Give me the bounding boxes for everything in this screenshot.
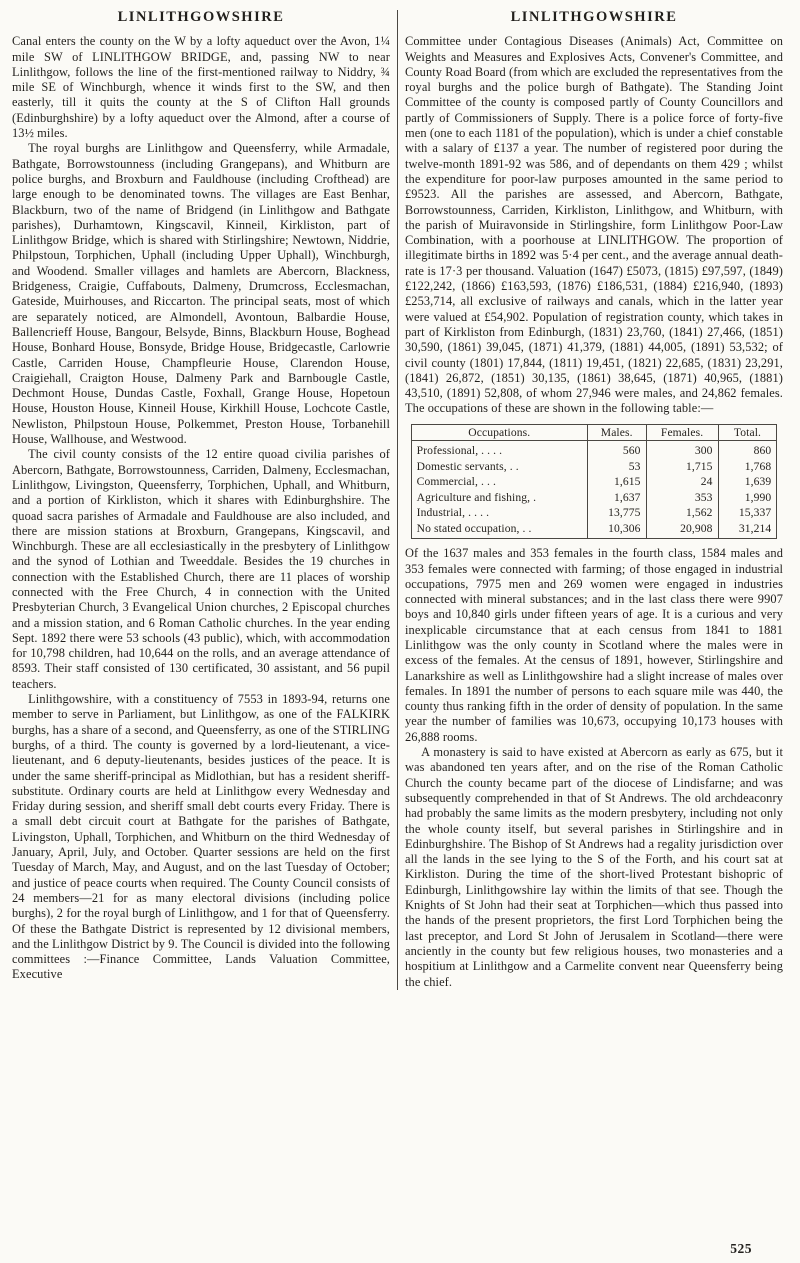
occupation-label: Commercial, . . .: [411, 474, 587, 490]
table-row: [411, 490, 777, 506]
table-row: [411, 505, 777, 521]
females-value: 1,562: [646, 505, 718, 521]
males-value: 560: [587, 441, 646, 459]
males-value: 53: [587, 459, 646, 475]
page-number: 525: [730, 1241, 752, 1256]
table-header-total: Total.: [718, 424, 777, 441]
table-header-females: Females.: [646, 424, 718, 441]
females-value: 353: [646, 490, 718, 506]
left-column: [12, 10, 397, 990]
left-column-header: LINLITHGOWSHIRE: [117, 9, 285, 25]
occupation-label: Domestic servants, . .: [411, 459, 587, 475]
males-value: 1,637: [587, 490, 646, 506]
table-row: [411, 459, 777, 475]
table-header-males: Males.: [587, 424, 646, 441]
females-value: 24: [646, 474, 718, 490]
paragraph-census-analysis: Of the 1637 males and 353 females in the fourth class, 1584 males and 353 females were connected with farming; of those engaged in industrial occupations, 7975 men and 269 women were engaged in industries connected with mineral substances; and in the last class there were 9907 boys and 10,840 girls under fifteen years of age. It is a curious and very inexplicable circumstance that at each census from 1841 to 1881 Linlithgow was the only county in Scotland where the males were in excess of the females. At the census of 1891, however, Stirlingshire and Lanarkshire as well as Linlithgowshire had a slight increase of males over females. In 1891 the number of persons to each square mile was 440, the county thus ranking fifth in the order of density of population. In the same year the number of families was 10,673, occupying 10,173 houses with 26,888 rooms.: [405, 546, 783, 744]
paragraph-committees-valuation: Committee under Contagious Diseases (Animals) Act, Committee on Weights and Measures and Explosives Acts, Convener's Committee, and County Road Board (from which are excluded the representatives from the royal burghs and the police burgh of Bathgate). The Standing Joint Committee of the county is composed partly of County Councillors and partly of Commissioners of Supply. There is a police force of forty-five men (one to each 1181 of the population), which is under a chief constable with a salary of £137 a year. The number of registered poor during the twelve-month 1891-92 was 586, and of dependants on them 429 ; whilst the expenditure for poor-law purposes amounted in the same period to £9523. All the parishes are assessed, and Abercorn, Bathgate, Borrowstounness, Carriden, Kirkliston, Linlithgow, and Whitburn, with the parish of Muiravonside in Stirlingshire, form Linlithgow Poor-Law Combination, with a poorhouse at LINLITHGOW. The proportion of illegitimate births in 1892 was 5·4 per cent., and the average annual death-rate is 17·3 per thousand. Valuation (1647) £5073, (1815) £97,597, (1849) £122,242, (1866) £163,593, (1876) £186,531, (1884) £216,940, (1893) £253,714, all exclusive of railways and canals, which in the latter year were valued at £54,902. Population of registration county, which takes in part of Kirkliston from Edinburgh, (1831) 23,760, (1841) 27,466, (1851) 30,590, (1861) 39,045, (1871) 41,379, (1881) 44,005, (1891) 53,532; of civil county (1801) 17,844, (1811) 19,451, (1821) 22,685, (1831) 23,291, (1841) 26,872, (1851) 30,135, (1861) 38,645, (1871) 40,965, (1881) 43,510, (1891) 52,808, of whom 27,946 were males, and 24,862 females. The occupations of these are shown in the following table:—: [405, 34, 784, 416]
two-column-layout: [12, 10, 788, 990]
table-row: [411, 474, 777, 490]
total-value: 1,990: [718, 490, 777, 506]
total-value: 1,768: [718, 459, 777, 475]
occupation-label: No stated occupation, . .: [411, 521, 587, 539]
paragraph-parliament-courts: Linlithgowshire, with a constituency of 7553 in 1893-94, returns one member to serve in Parliament, but Linlithgow, as one of the FALKIRK burghs, has a share of a second, and Queensferry, as one of the STIRLING burghs, of a third. The county is governed by a lord-lieutenant, a vice-lieutenant, and 6 deputy-lieutenants, besides justices of the peace. It is under the same sheriff-principal as Midlothian, but has a resident sheriff-substitute. Ordinary courts are held at Linlithgow every Wednesday and Friday during session, and sheriff small debt courts every Friday. There is a small debt circuit court at Bathgate for the parishes of Bathgate, Livingston, Uphall, Torphichen, and Whitburn on the third Wednesday of January, April, July, and October. Quarter sessions are held on the first Tuesday of March, May, and August, and on the last Tuesday of October; and justice of peace courts when required. The County Council consists of 24 members—21 for as many electoral divisions (including police burghs), 2 for the royal burgh of Linlithgow, and 1 for that of Queensferry. Of these the Bathgate District is represented by 12 divisional members, and the Linlithgow District by 9. The Council is divided into the following committees :—Finance Committee, Lands Valuation Committee, Executive: [12, 692, 390, 982]
males-value: 10,306: [587, 521, 646, 539]
occupation-label: Agriculture and fishing, .: [411, 490, 587, 506]
table-header-row: [411, 424, 777, 441]
total-value: 860: [718, 441, 777, 459]
occupations-table: [411, 424, 778, 540]
table-row: [411, 441, 777, 459]
table-row: [411, 521, 777, 539]
right-column-header: LINLITHGOWSHIRE: [510, 9, 678, 25]
paragraph-canal: Canal enters the county on the W by a lofty aqueduct over the Avon, 1¼ mile SW of LINLITHGOW BRIDGE, and, passing NW to near Linlithgow, follows the line of the first-mentioned railway to Niddry, ¾ mile SE of Winchburgh, whence it winds first to the SW, and then easterly, till it quits the county at the S of Clifton Hall grounds (Edinburghshire) by a lofty aqueduct over the Almond, after a course of 13½ miles.: [12, 34, 390, 141]
paragraph-civil-county: The civil county consists of the 12 entire quoad civilia parishes of Abercorn, Bathgate, Borrowstounness, Carriden, Dalmeny, Ecclesmachan, Linlithgow, Livingston, Queensferry, Torphichen, Uphall, and Whitburn, and a portion of Kirkliston, which it shares with Edinburghshire. The quoad sacra parishes of Armadale and Fauldhouse are also included, and there are mission stations at Broxburn, Grangepans, Kingscavil, and Winchburgh. These are all ecclesiastically in the presbytery of Linlithgow and the synod of Lothian and Tweeddale. Besides the 19 churches in connection with the Established Church, there are 11 places of worship connected with the Free Church, 4 in connection with the United Presbyterian Church, 3 Evangelical Union churches, 2 Episcopal churches and a mission station, and 6 Roman Catholic churches. In the year ending Sept. 1892 there were 53 schools (43 public), which, with accommodation for 10,798 children, had 10,644 on the rolls, and an average attendance of 8593. Their staff consisted of 130 certificated, 30 assistant, and 56 pupil teachers.: [12, 447, 390, 691]
occupation-label: Industrial, . . . .: [411, 505, 587, 521]
right-column: [398, 10, 783, 990]
total-value: 1,639: [718, 474, 777, 490]
males-value: 13,775: [587, 505, 646, 521]
occupation-label: Professional, . . . .: [411, 441, 587, 459]
females-value: 1,715: [646, 459, 718, 475]
total-value: 31,214: [718, 521, 777, 539]
table-header-occupations: Occupations.: [411, 424, 587, 441]
total-value: 15,337: [718, 505, 777, 521]
paragraph-monastery-history: A monastery is said to have existed at Abercorn as early as 675, but it was abandoned ten years after, and on the rise of the Roman Catholic Church the county became part of the diocese of Lindisfarne; and was subsequently comprehended in that of St Andrews. The old archdeaconry had probably the same limits as the modern presbytery, including not only the whole county itself, but several parishes in Stirlingshire and in Edinburghshire. The Bishop of St Andrews had a regality jurisdiction over all the lands in the see lying to the S of the Forth, and his court sat at Kirkliston. During the time of the short-lived Protestant bishopric of Edinburgh, Linlithgowshire lay within the limits of that see. Though the Knights of St John had their seat at Torphichen—which thus passed into the hands of the present proprietors, the first Lord Torphichen being the last preceptor, and Lord St John of Jerusalem in Scotland—there were anciently in the county but few religious houses, two monasteries and a hospitium at Linlithgow and a Carmelite convent near Queensferry being the chief.: [405, 745, 783, 989]
females-value: 20,908: [646, 521, 718, 539]
paragraph-burghs-villages: The royal burghs are Linlithgow and Queensferry, while Armadale, Bathgate, Borrowstounness (including Grangepans), and Whitburn are police burghs, and Broxburn and Fauldhouse (including Crofthead) are large enough to be denominated towns. The villages are East Benhar, Blackburn, two of the name of Bridgend (in Linlithgow and Bathgate parishes), Durhamtown, Kingscavil, Kinneil, Kirkliston, part of Linlithgow Bridge, which is shared with Stirlingshire; Newtown, Niddrie, Philpstoun, Torphichen, Uphall (including Upper Uphall), Winchburgh, and Woodend. Smaller villages and hamlets are Abercorn, Blackness, Bridgeness, Craigie, Cuffabouts, Dalmeny, Drumcross, Ecclesmachan, Gateside, Muirhouses, and Riccarton. The principal seats, most of which are separately noticed, are Almondell, Avontoun, Balbardie House, Ballencrieff House, Bangour, Belsyde, Binns, Blackburn House, Boghead House, Bonhard House, Bonsyde, Bridge House, Bridgecastle, Carlowrie Castle, Carriden House, Champfleurie House, Clarendon House, Craigiehall, Craigton House, Dalmeny Park and Barnbougle Castle, Dechmont House, Dundas Castle, Foxhall, Grange House, Hopetoun House, Houston House, Kinneil House, Kirkhill House, Lochcote Castle, Newliston, Philpstoun House, Polkemmet, Preston House, Torbanehill House, Wallhouse, and Westwood.: [12, 141, 390, 447]
females-value: 300: [646, 441, 718, 459]
males-value: 1,615: [587, 474, 646, 490]
